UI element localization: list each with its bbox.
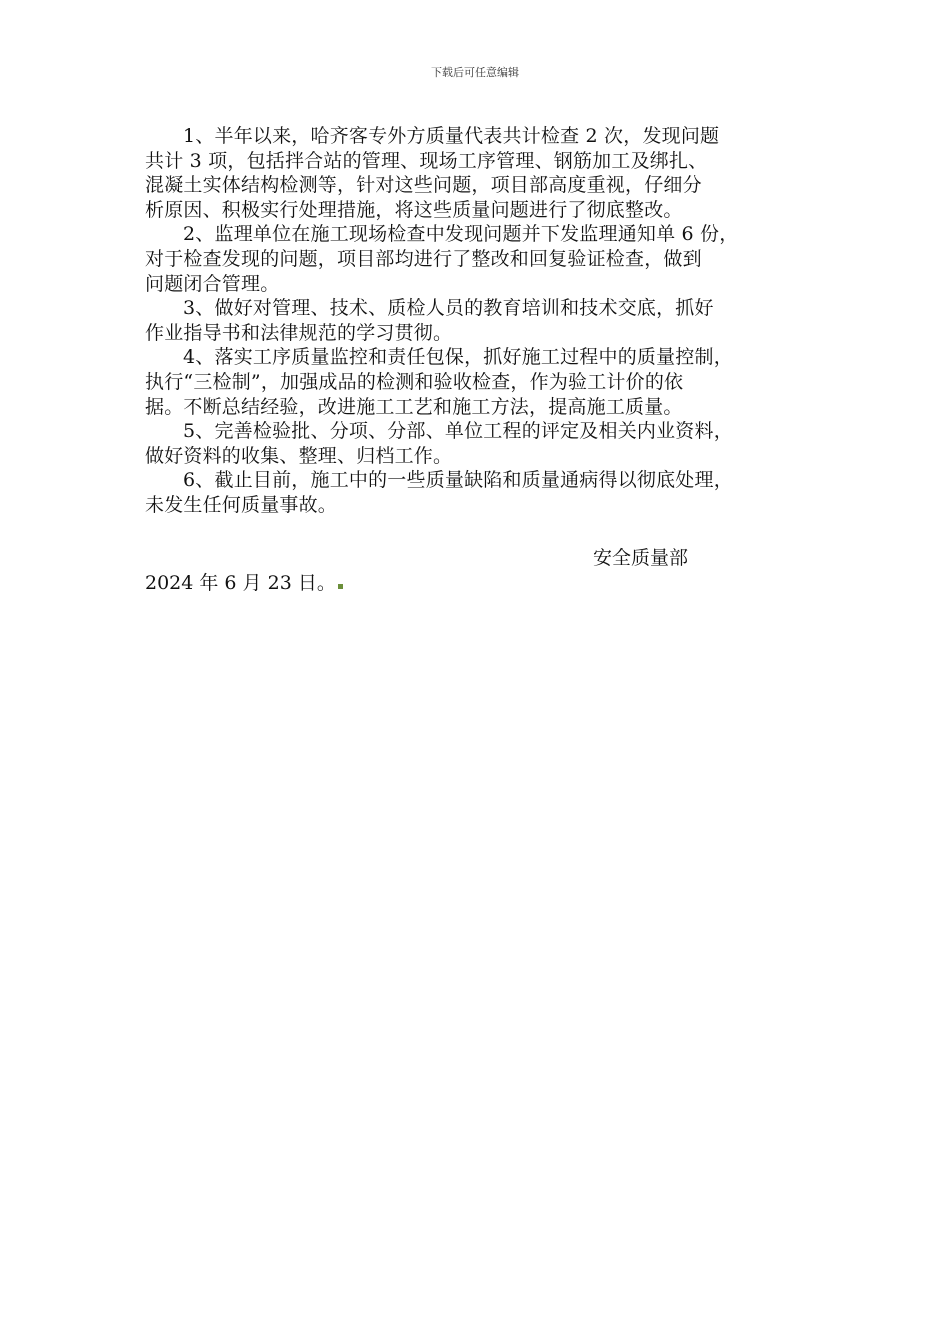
paragraph-line: 6、截止目前，施工中的一些质量缺陷和质量通病得以彻底处理， — [183, 469, 733, 492]
signature-date: 2024 年 6 月 23 日。 — [145, 571, 336, 594]
paragraph-5 — [145, 419, 813, 468]
signature-block — [145, 546, 813, 595]
paragraph-line: 4、落实工序质量监控和责任包保，抓好施工过程中的质量控制， — [183, 346, 733, 369]
paragraph-line: 混凝土实体结构检测等，针对这些问题，项目部高度重视，仔细分 — [145, 174, 702, 197]
paragraph-line: 1、半年以来，哈齐客专外方质量代表共计检查 2 次，发现问题 — [183, 125, 720, 147]
paragraph-line: 共计 3 项，包括拌合站的管理、现场工序管理、钢筋加工及绑扎、 — [145, 149, 708, 172]
document-body — [145, 124, 813, 518]
paragraph-line: 2、监理单位在施工现场检查中发现问题并下发监理通知单 6 份， — [183, 223, 739, 246]
paragraph-4 — [145, 345, 813, 419]
paragraph-2 — [145, 222, 813, 296]
paragraph-6 — [145, 468, 813, 517]
paragraph-end-marker-icon — [338, 584, 343, 589]
paragraph-line: 据。不断总结经验，改进施工工艺和施工方法，提高施工质量。 — [145, 395, 683, 418]
paragraph-line: 5、完善检验批、分项、分部、单位工程的评定及相关内业资料， — [183, 420, 733, 443]
signature-date-line — [145, 571, 813, 596]
paragraph-line: 未发生任何质量事故。 — [145, 493, 338, 516]
paragraph-1 — [145, 124, 813, 222]
paragraph-line: 做好资料的收集、整理、归档工作。 — [145, 444, 453, 467]
paragraph-line: 3、做好对管理、技术、质检人员的教育培训和技术交底，抓好 — [183, 297, 714, 320]
paragraph-line: 作业指导书和法律规范的学习贯彻。 — [145, 321, 453, 344]
paragraph-line: 对于检查发现的问题，项目部均进行了整改和回复验证检查，做到 — [145, 247, 702, 270]
paragraph-line: 问题闭合管理。 — [145, 272, 280, 295]
paragraph-3 — [145, 296, 813, 345]
page-header-note: 下载后可任意编辑 — [431, 66, 519, 79]
signature-department: 安全质量部 — [593, 547, 689, 569]
paragraph-line: 执行“三检制”，加强成品的检测和验收检查，作为验工计价的依 — [145, 370, 684, 393]
paragraph-line: 析原因、积极实行处理措施，将这些质量问题进行了彻底整改。 — [145, 198, 683, 221]
